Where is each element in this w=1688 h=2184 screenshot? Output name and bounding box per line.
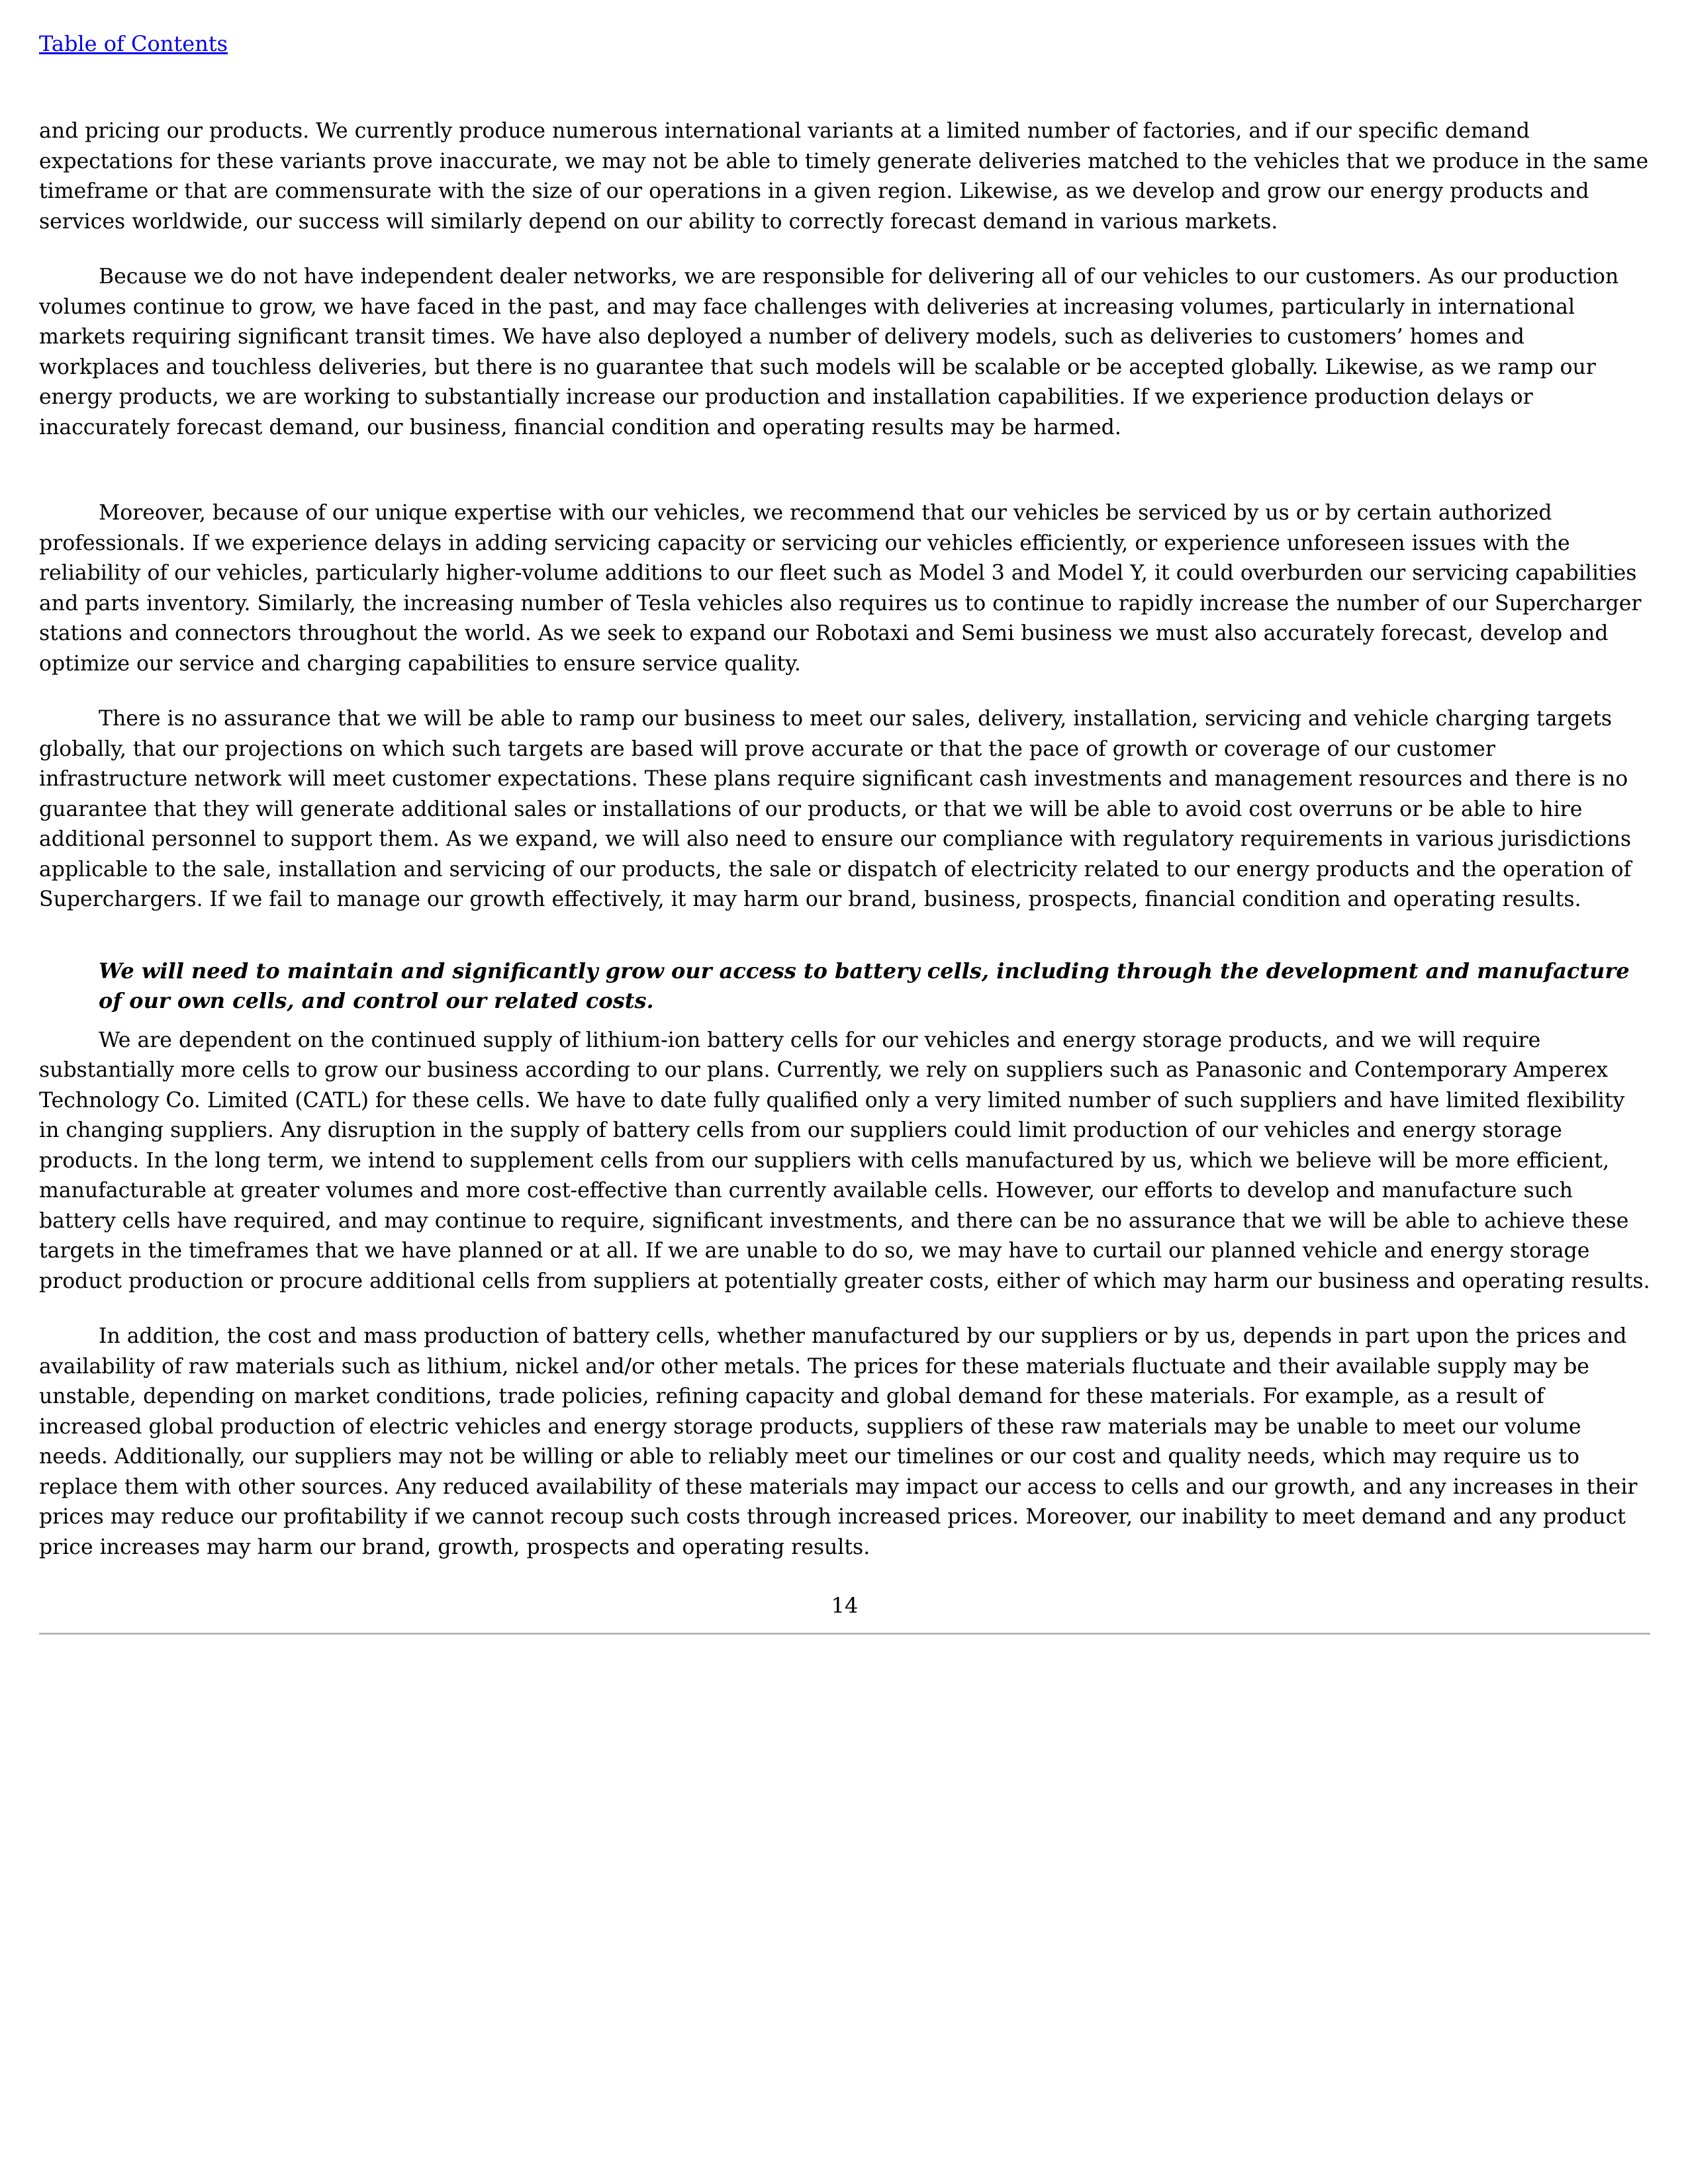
section-heading-battery-cells: We will need to maintain and significantly grow our access to battery cells, including through the development and manufacture of our own cells, and control our related costs. (99, 958, 1630, 1013)
paragraph-growth-assurance: There is no assurance that we will be able to ramp our business to meet our sales, delivery, installation, servicing and vehicle charging targets globally, that our projections on which such targets are based will prove accurate or that the pace of growth or coverage of our customer infrastructure network will meet customer expectations. These plans require significant cash investments and management resources and there is no guarantee that they will generate additional sales or installations of our products, or that we will be able to avoid cost overruns or be able to hire additional personnel to support them. As we expand, we will also need to ensure our compliance with regulatory requirements in various jurisdictions applicable to the sale, installation and servicing of our products, the sale or dispatch of electricity related to our energy products and the operation of Superchargers. If we fail to manage our growth effectively, it may harm our brand, business, prospects, financial condition and operating results. (39, 707, 1632, 911)
paragraph-raw-materials: In addition, the cost and mass production of battery cells, whether manufactured by our suppliers or by us, depends in part upon the prices and availability of raw materials such as lithium, nickel and/or other metals. The prices for these materials fluctuate and their available supply may be unstable, depending on market conditions, trade policies, refining capacity and global demand for these materials. For example, as a result of increased global production of electric vehicles and energy storage products, suppliers of these raw materials may be unable to meet our volume needs. Additionally, our suppliers may not be willing or able to reliably meet our timelines or our cost and quality needs, which may require us to replace them with other sources. Any reduced availability of these materials may impact our access to cells and our growth, and any increases in their prices may reduce our profitability if we cannot recoup such costs through increased prices. Moreover, our inability to meet demand and any product price increases may harm our brand, growth, prospects and operating results. (39, 1324, 1638, 1559)
page-divider (39, 1633, 1650, 1635)
paragraph-servicing: Moreover, because of our unique expertise with our vehicles, we recommend that our vehicles be serviced by us or by certain authorized professionals. If we experience delays in adding servicing capacity or servicing our vehicles efficiently, or experience unforeseen issues with the reliability of our vehicles, particularly higher-volume additions to our fleet such as Model 3 and Model Y, it could overburden our servicing capabilities and parts inventory. Similarly, the increasing number of Tesla vehicles also requires us to continue to rapidly increase the number of our Supercharger stations and connectors throughout the world. As we seek to expand our Robotaxi and Semi business we must also accurately forecast, develop and optimize our service and charging capabilities to ensure service quality. (39, 501, 1642, 676)
table-of-contents-link[interactable]: Table of Contents (39, 31, 228, 56)
paragraph-continued: and pricing our products. We currently produce numerous international variants at a limited number of factories, and if our specific demand expectations for these variants prove inaccurate, we may not be able to timely generate deliveries matched to the vehicles that we produce in the same timeframe or that are commensurate with the size of our operations in a given region. Likewise, as we develop and grow our energy products and services worldwide, our success will similarly depend on our ability to correctly forecast demand in various markets. (39, 119, 1649, 234)
page-number: 14 (831, 1593, 859, 1618)
paragraph-battery-supply: We are dependent on the continued supply of lithium-ion battery cells for our vehicles and energy storage products, and we will require substantially more cells to grow our business according to our plans. Currently, we rely on suppliers such as Panasonic and Contemporary Amperex Technology Co. Limited (CATL) for these cells. We have to date fully qualified only a very limited number of such suppliers and have limited flexibility in changing suppliers. Any disruption in the supply of battery cells from our suppliers could limit production of our vehicles and energy storage products. In the long term, we intend to supplement cells from our suppliers with cells manufactured by us, which we believe will be more efficient, manufacturable at greater volumes and more cost-effective than currently available cells. However, our efforts to develop and manufacture such battery cells have required, and may continue to require, significant investments, and there can be no assurance that we will be able to achieve these targets in the timeframes that we have planned or at all. If we are unable to do so, we may have to curtail our planned vehicle and energy storage product production or procure additional cells from suppliers at potentially greater costs, either of which may harm our business and operating results. (39, 1028, 1650, 1293)
paragraph-delivery: Because we do not have independent dealer networks, we are responsible for delivering all of our vehicles to our customers. As our production volumes continue to grow, we have faced in the past, and may face challenges with deliveries at increasing volumes, particularly in international markets requiring significant transit times. We have also deployed a number of delivery models, such as deliveries to customers’ homes and workplaces and touchless deliveries, but there is no guarantee that such models will be scalable or be accepted globally. Likewise, as we ramp our energy products, we are working to substantially increase our production and installation capabilities. If we experience production delays or inaccurately forecast demand, our business, financial condition and operating results may be harmed. (39, 265, 1619, 439)
document-body (39, 116, 1650, 1563)
